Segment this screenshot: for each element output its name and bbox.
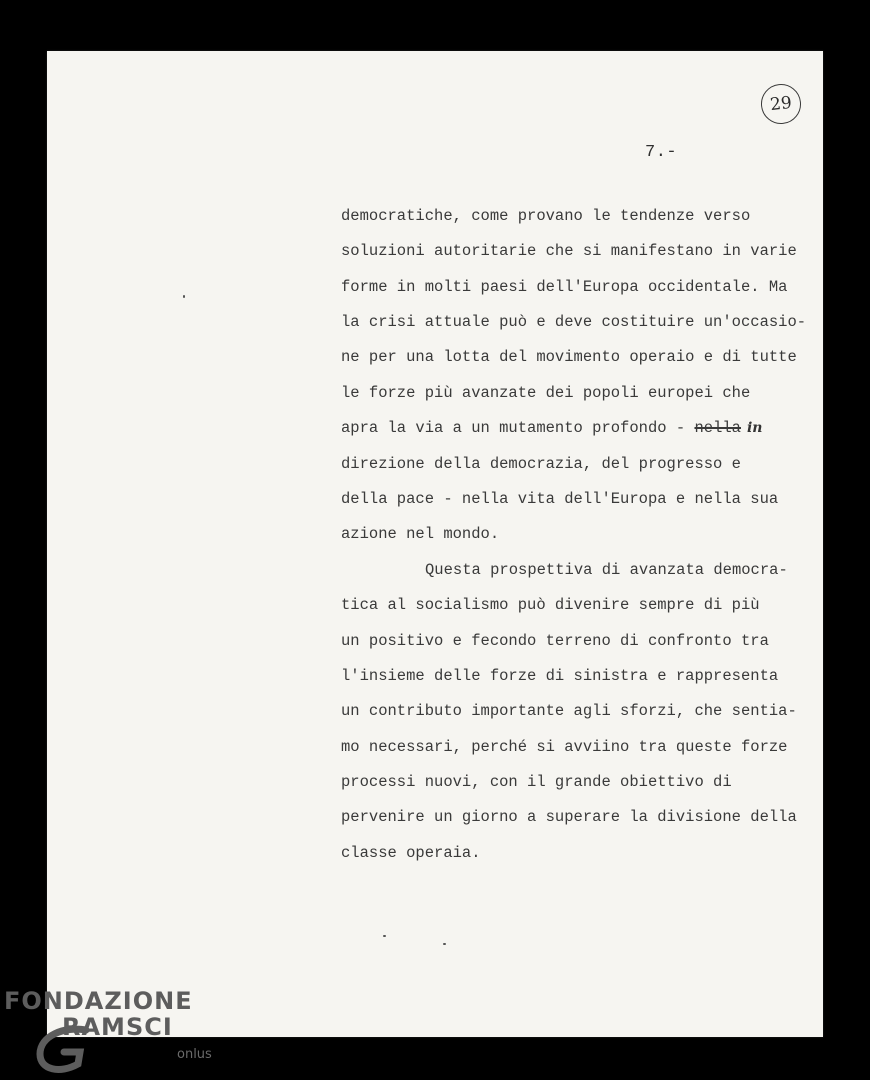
- watermark-line-2: RAMSCI: [62, 1013, 173, 1041]
- text-line: mo necessari, perché si avviino tra queste forze: [341, 738, 788, 756]
- text-line: le forze più avanzate dei popoli europei che: [341, 384, 751, 402]
- text-line: soluzioni autoritarie che si manifestano in varie: [341, 242, 797, 260]
- watermark-subtitle: onlus: [177, 1047, 212, 1062]
- text-line: un contributo importante agli sforzi, che sentia-: [341, 702, 797, 720]
- archive-watermark: [4, 988, 193, 1040]
- text-line: ne per una lotta del movimento operaio e di tutte: [341, 348, 797, 366]
- document-page: [47, 51, 823, 1037]
- text-line: la crisi attuale può e deve costituire un'occasio-: [341, 313, 807, 331]
- text-line: direzione della democrazia, del progresso e: [341, 455, 741, 473]
- archive-number-stamp: 29: [759, 82, 803, 126]
- text-line: forme in molti paesi dell'Europa occidentale. Ma: [341, 278, 788, 296]
- paragraph-start-line: Questa prospettiva di avanzata democra-: [425, 561, 788, 579]
- text-line: pervenire un giorno a superare la divisione della: [341, 808, 797, 826]
- struck-word: nella: [694, 419, 741, 437]
- text-line: tica al socialismo può divenire sempre di più: [341, 596, 760, 614]
- text-line: l'insieme delle forze di sinistra e rappresenta: [341, 667, 779, 685]
- handwritten-correction: in: [746, 420, 763, 436]
- watermark-line-1: FONDAZIONE: [4, 987, 193, 1015]
- paper-speck: [183, 295, 185, 298]
- paper-speck: [443, 943, 446, 945]
- gramsci-logo-icon: [34, 1022, 94, 1078]
- paper-speck: [383, 935, 386, 937]
- text-line: della pace - nella vita dell'Europa e nella sua: [341, 490, 779, 508]
- text-segment: apra la via a un mutamento profondo -: [341, 419, 695, 437]
- text-line: processi nuovi, con il grande obiettivo di: [341, 773, 732, 791]
- text-line: democratiche, come provano le tendenze verso: [341, 207, 751, 225]
- page-number: 7.-: [645, 143, 678, 162]
- text-line: un positivo e fecondo terreno di confronto tra: [341, 632, 769, 650]
- text-line-with-correction: [341, 419, 762, 437]
- text-line: azione nel mondo.: [341, 525, 500, 543]
- text-line: classe operaia.: [341, 844, 481, 862]
